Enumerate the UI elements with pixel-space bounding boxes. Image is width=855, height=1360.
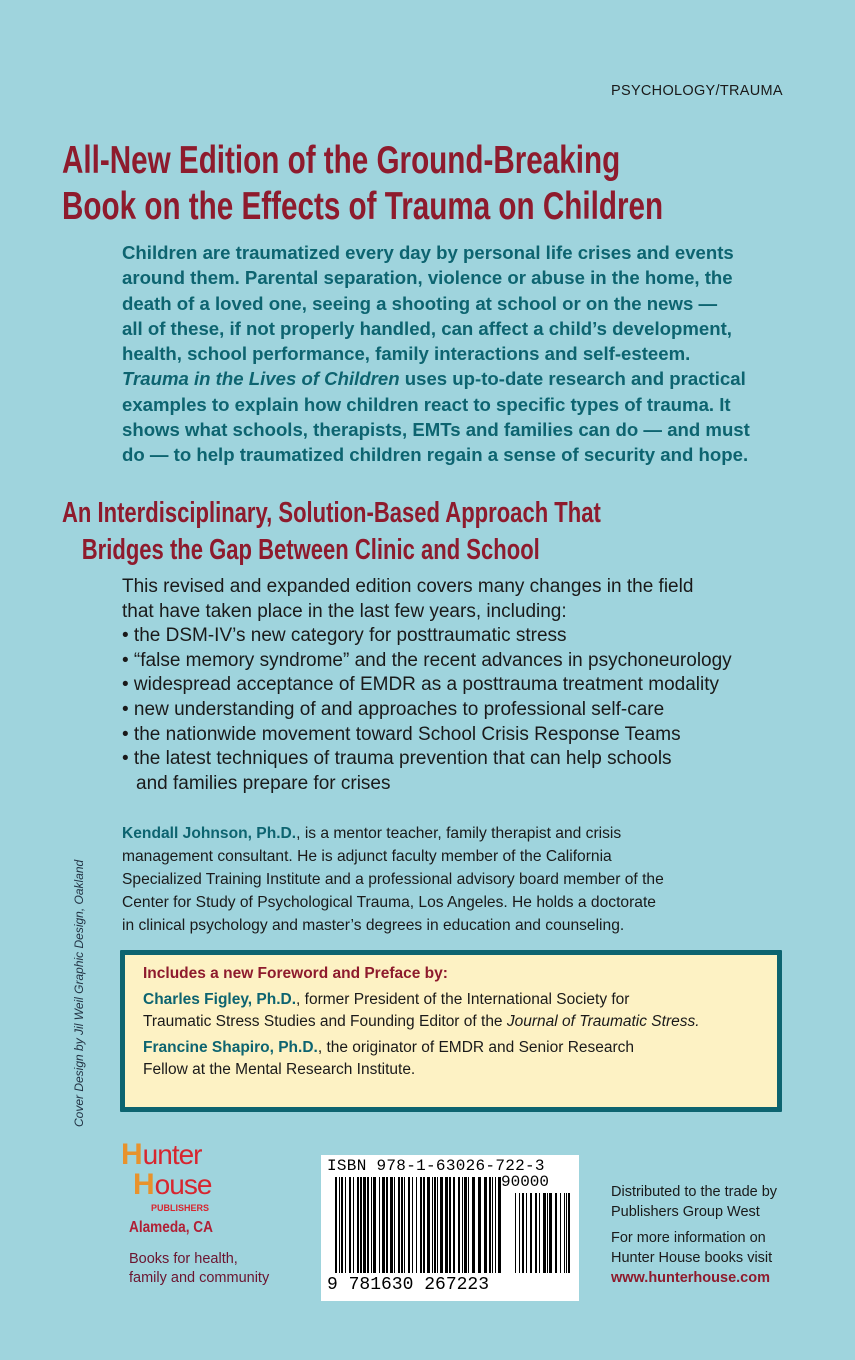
barcode-bar	[539, 1193, 540, 1273]
list-item: • new understanding of and approaches to professional self-care	[122, 698, 665, 720]
barcode-bar	[568, 1193, 570, 1273]
barcode-bar	[543, 1193, 546, 1273]
barcode-bar	[382, 1177, 385, 1273]
barcode-bar	[408, 1177, 410, 1273]
list-item: • “false memory syndrome” and the recent advances in psychoneurology	[122, 649, 732, 671]
barcode-bar	[549, 1193, 552, 1273]
barcode-bar	[367, 1177, 369, 1273]
foreword-box	[120, 950, 782, 1112]
text: Distributed to the trade by	[611, 1184, 778, 1200]
text: Fellow at the Mental Research Institute.	[143, 1061, 416, 1078]
barcode-bar	[335, 1177, 337, 1273]
isbn-barcode	[321, 1155, 579, 1301]
barcode-bar	[472, 1177, 475, 1273]
text-line: that have taken place in the last few years, including:	[122, 600, 567, 622]
subheadline-line: An Interdisciplinary, Solution-Based Approach That	[62, 497, 601, 529]
text-line: health, school performance, family interactions and self-esteem.	[122, 343, 691, 365]
barcode-bar	[445, 1177, 448, 1273]
barcode-bar	[530, 1193, 532, 1273]
barcode-bar	[423, 1177, 425, 1273]
text: , former President of the International Society for	[296, 991, 630, 1008]
headline	[62, 138, 663, 230]
barcode-bar	[564, 1193, 565, 1273]
barcode-bar	[498, 1177, 501, 1273]
barcode-bar	[492, 1177, 493, 1273]
logo-text: ouse	[154, 1169, 212, 1200]
barcode-bar	[398, 1177, 400, 1273]
barcode-bar	[341, 1177, 343, 1273]
barcode-bar	[555, 1193, 557, 1273]
text-line: in clinical psychology and master’s degrees in education and counseling.	[122, 917, 625, 934]
text: For more information on	[611, 1230, 766, 1246]
barcode-bar	[464, 1177, 467, 1273]
logo-row	[121, 1170, 251, 1200]
text-line	[122, 366, 750, 391]
barcode-bar	[345, 1177, 346, 1273]
distribution-info	[611, 1182, 777, 1294]
barcode-bar	[379, 1177, 380, 1273]
barcode-bar	[440, 1177, 443, 1273]
list-item-continuation: and families prepare for crises	[136, 772, 391, 794]
text: , is a mentor teacher, family therapist and crisis	[296, 825, 622, 842]
text-line	[122, 822, 664, 845]
journal-title: Journal of Traumatic Stress.	[506, 1013, 700, 1030]
logo-letter: H	[121, 1138, 143, 1171]
barcode-bar	[453, 1177, 455, 1273]
barcode-bar	[495, 1177, 496, 1273]
barcode-bar	[522, 1193, 524, 1273]
text: Publishers Group West	[611, 1204, 760, 1220]
author-bio	[122, 822, 664, 937]
intro-paragraph	[122, 240, 750, 468]
barcode-bar	[437, 1177, 438, 1273]
text: uses up-to-date research and practical	[399, 368, 746, 390]
subheadline	[62, 495, 601, 569]
barcode-bar	[363, 1177, 366, 1273]
barcode-bar	[515, 1193, 516, 1273]
logo-publishers: PUBLISHERS	[151, 1203, 210, 1213]
barcode-bar	[434, 1177, 436, 1273]
text-line: around them. Parental separation, violence or abuse in the home, the	[122, 267, 733, 289]
list-item: • the latest techniques of trauma prevention that can help schools	[122, 748, 672, 770]
barcode-bar	[478, 1177, 481, 1273]
barcode-bar	[401, 1177, 403, 1273]
text-line: examples to explain how children react to specific types of trauma. It	[122, 393, 731, 415]
logo-text: unter	[142, 1139, 202, 1170]
barcode-bar	[373, 1177, 376, 1273]
name: Francine Shapiro, Ph.D.	[143, 1039, 318, 1056]
isbn-text: ISBN 978-1-63026-722-3	[327, 1157, 545, 1175]
barcode-bar	[468, 1177, 469, 1273]
box-title: Includes a new Foreword and Preface by:	[143, 965, 448, 982]
publisher-city: Alameda, CA	[129, 1219, 213, 1236]
logo-row	[121, 1140, 251, 1170]
text-line: shows what schools, therapists, EMTs and families can do — and must	[122, 419, 750, 441]
text-line: death of a loved one, seeing a shooting at school or on the news —	[122, 292, 718, 314]
barcode-bar	[432, 1177, 433, 1273]
barcode-bar	[526, 1193, 527, 1273]
book-title: Trauma in the Lives of Children	[122, 368, 400, 390]
text: Traumatic Stress Studies and Founding Editor of the	[143, 1013, 507, 1030]
barcode-bar	[462, 1177, 463, 1273]
list-item: • widespread acceptance of EMDR as a posttrauma treatment modality	[122, 674, 719, 696]
barcode-bar	[484, 1177, 487, 1273]
text-line: Specialized Training Institute and a professional advisory board member of the	[122, 871, 664, 888]
category-label: PSYCHOLOGY/TRAUMA	[611, 83, 783, 99]
barcode-bar	[519, 1193, 520, 1273]
barcode-bar	[566, 1193, 567, 1273]
list-item: • the DSM-IV’s new category for posttraumatic stress	[122, 625, 567, 647]
barcode-bar	[404, 1177, 405, 1273]
website-link[interactable]: www.hunterhouse.com	[611, 1270, 770, 1286]
author-name: Kendall Johnson, Ph.D.	[122, 825, 297, 842]
barcode-bar	[420, 1177, 422, 1273]
barcode-bar	[371, 1177, 372, 1273]
barcode-bar	[547, 1193, 548, 1273]
text-line: all of these, if not properly handled, can affect a child’s development,	[122, 317, 732, 339]
barcode-bar	[489, 1177, 491, 1273]
text-line: Children are traumatized every day by personal life crises and events	[122, 242, 734, 263]
changes-list	[122, 575, 732, 796]
barcode-bar	[458, 1177, 460, 1273]
barcode-bar	[386, 1177, 388, 1273]
barcode-bar	[353, 1177, 354, 1273]
barcode-bar	[412, 1177, 413, 1273]
text: , the originator of EMDR and Senior Research	[317, 1039, 635, 1056]
barcode-bar	[449, 1177, 451, 1273]
logo-letter: H	[133, 1168, 155, 1201]
barcode-bar	[535, 1193, 537, 1273]
shapiro-entry	[143, 1037, 700, 1081]
price-code: 90000	[501, 1173, 550, 1191]
text-line: Center for Study of Psychological Trauma, Los Angeles. He holds a doctorate	[122, 894, 656, 911]
barcode-bar	[357, 1177, 359, 1273]
text-line: family and community	[129, 1270, 270, 1286]
barcode-bar	[360, 1177, 362, 1273]
name: Charles Figley, Ph.D.	[143, 991, 297, 1008]
text-line: This revised and expanded edition covers many changes in the field	[122, 576, 694, 597]
text-line: do — to help traumatized children regain a sense of security and hope.	[122, 444, 749, 466]
publisher-tagline	[129, 1250, 269, 1288]
barcode-bar	[560, 1193, 561, 1273]
barcode-bar	[427, 1177, 430, 1273]
cover-design-credit: Cover Design by Jil Weil Graphic Design, Oakland	[72, 859, 86, 1127]
list-item: • the nationwide movement toward School Crisis Response Teams	[122, 723, 681, 745]
headline-line: Book on the Effects of Trauma on Children	[62, 185, 664, 228]
publisher-logo	[121, 1140, 251, 1214]
barcode-bar	[390, 1177, 393, 1273]
barcode-bar	[416, 1177, 417, 1273]
text: Hunter House books visit	[611, 1250, 773, 1266]
headline-line: All-New Edition of the Ground-Breaking	[62, 139, 621, 182]
barcode-bar	[394, 1177, 395, 1273]
text-line: Books for health,	[129, 1251, 238, 1267]
text-line: management consultant. He is adjunct faculty member of the California	[122, 848, 612, 865]
subheadline-line: Bridges the Gap Between Clinic and School	[81, 534, 540, 566]
barcode-bar	[339, 1177, 340, 1273]
barcode-bar	[349, 1177, 351, 1273]
figley-entry	[143, 989, 700, 1033]
barcode-number: 9 781630 267223	[327, 1275, 490, 1295]
